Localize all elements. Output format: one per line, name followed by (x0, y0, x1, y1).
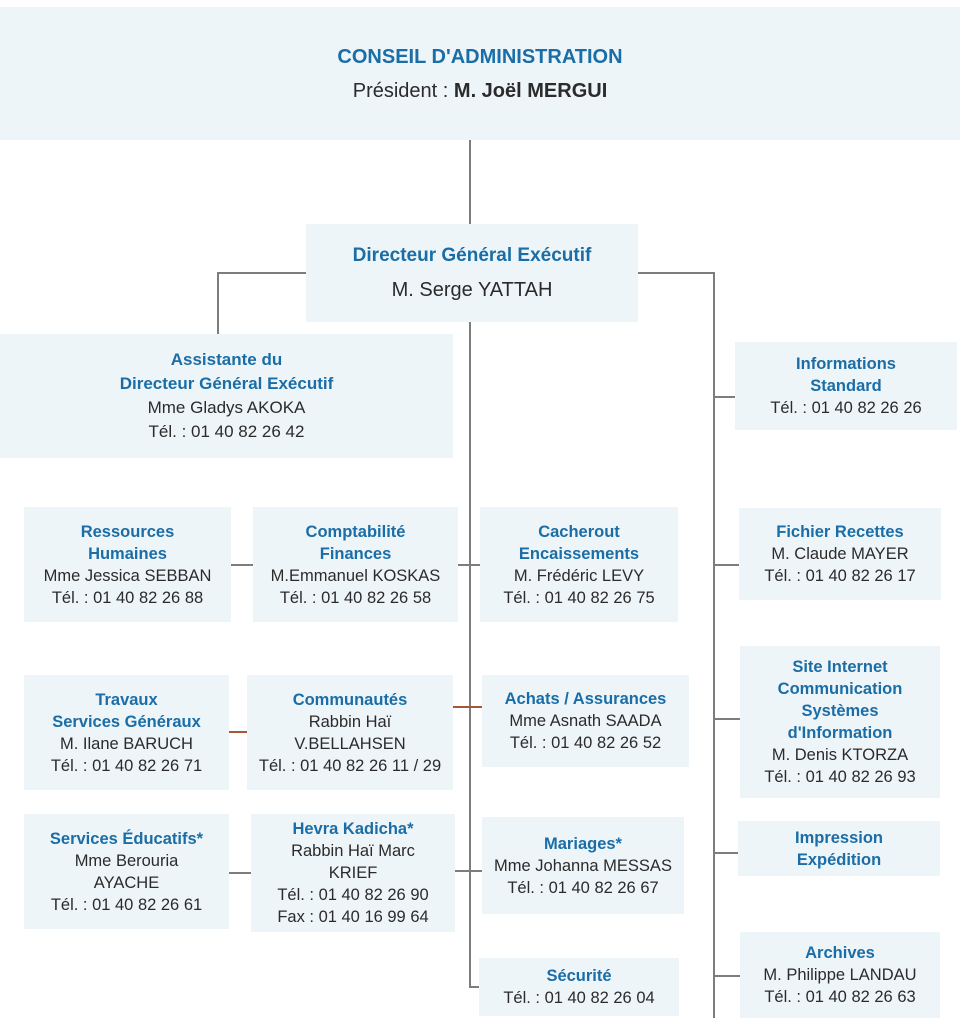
president-name: M. Joël MERGUI (453, 79, 608, 102)
securite-title-line: Sécurité (546, 967, 612, 985)
connector-rh-comptabilite (231, 564, 253, 566)
comptabilite-title-line: Comptabilité (305, 522, 406, 541)
board-president (353, 74, 608, 108)
director-box (306, 224, 638, 322)
educatifs-detail-line: AYACHE (93, 873, 160, 892)
archives-box (740, 932, 940, 1018)
site-detail-line: Tél. : 01 40 82 26 93 (764, 768, 916, 786)
archives-detail-line: M. Philippe LANDAU (763, 966, 917, 984)
communautes-detail-line: Tél. : 01 40 82 26 11 / 29 (258, 756, 442, 775)
travaux-box (24, 675, 229, 790)
rh-box (24, 507, 231, 622)
educatifs-detail-line: Tél. : 01 40 82 26 61 (50, 895, 203, 914)
communautes-detail-line: Rabbin Haï (308, 712, 392, 731)
connector-fichier (713, 564, 739, 566)
informations-title-line: Informations (796, 355, 896, 373)
rh-detail-line: Tél. : 01 40 82 26 88 (51, 588, 204, 607)
hevra-detail-line: Rabbin Haï Marc (291, 842, 415, 860)
connector-row2-center (453, 706, 482, 708)
archives-detail-line: Tél. : 01 40 82 26 63 (764, 988, 916, 1006)
hevra-box (251, 814, 455, 932)
fichier-detail-line: M. Claude MAYER (771, 545, 909, 563)
president-label: Président : (352, 79, 454, 102)
assistant-box (0, 334, 453, 458)
educatifs-box (24, 814, 229, 929)
travaux-detail-line: M. Ilane BARUCH (60, 734, 193, 753)
travaux-title-line: Services Généraux (52, 712, 201, 731)
connector-director-right (637, 272, 715, 274)
fichier-box (739, 508, 941, 600)
connector-center-trunk (469, 322, 471, 988)
director-title: Directeur Général Exécutif (352, 245, 592, 266)
site-title-line: Communication (777, 680, 903, 698)
travaux-detail-line: Tél. : 01 40 82 26 71 (50, 756, 203, 775)
educatifs-title-line: Services Éducatifs* (49, 829, 204, 848)
rh-detail-line: Mme Jessica SEBBAN (43, 566, 212, 585)
fichier-title-line: Fichier Recettes (776, 523, 904, 541)
assistant-detail-line: Tél. : 01 40 82 26 42 (148, 422, 305, 441)
impression-box (738, 821, 940, 876)
informations-detail-line: Tél. : 01 40 82 26 26 (770, 399, 922, 417)
board-box (0, 7, 960, 140)
achats-title-line: Achats / Assurances (504, 690, 667, 708)
site-title-line: d'Information (787, 724, 893, 742)
rh-title-line: Ressources (80, 522, 175, 541)
connector-director-left (217, 272, 307, 274)
fichier-detail-line: Tél. : 01 40 82 26 17 (764, 567, 916, 585)
travaux-title-line: Travaux (95, 690, 158, 709)
connector-row1-center (458, 564, 480, 566)
connector-right-trunk (713, 272, 715, 1018)
site-title-line: Systèmes (801, 702, 879, 720)
impression-title-line: Expédition (796, 850, 882, 869)
board-title: CONSEIL D'ADMINISTRATION (337, 45, 623, 68)
comptabilite-detail-line: Tél. : 01 40 82 26 58 (279, 588, 432, 607)
archives-title-line: Archives (805, 944, 875, 962)
mariages-detail-line: Tél. : 01 40 82 26 67 (507, 878, 659, 897)
connector-archives (713, 975, 740, 977)
director-name: M. Serge YATTAH (391, 279, 553, 301)
hevra-detail-line: Tél. : 01 40 82 26 90 (277, 886, 429, 904)
site-title-line: Site Internet (792, 658, 888, 676)
achats-detail-line: Tél. : 01 40 82 26 52 (509, 734, 662, 752)
assistant-title-line: Assistante du (170, 350, 283, 369)
communautes-title-line: Communautés (292, 690, 408, 709)
cacherout-title-line: Cacherout (538, 522, 620, 541)
communautes-box (247, 675, 453, 790)
impression-title-line: Impression (794, 828, 884, 847)
hevra-detail-line: KRIEF (328, 864, 378, 882)
educatifs-detail-line: Mme Berouria (74, 851, 179, 870)
assistant-title-line: Directeur Général Exécutif (119, 374, 334, 393)
assistant-detail-line: Mme Gladys AKOKA (147, 398, 306, 417)
comptabilite-box (253, 507, 458, 622)
informations-box (735, 342, 957, 430)
mariages-title-line: Mariages* (544, 834, 622, 853)
comptabilite-detail-line: M.Emmanuel KOSKAS (270, 566, 441, 585)
site-detail-line: M. Denis KTORZA (771, 746, 909, 764)
connector-site (713, 718, 740, 720)
achats-detail-line: Mme Asnath SAADA (509, 712, 662, 730)
informations-title-line: Standard (810, 377, 882, 395)
hevra-detail-line: Fax : 01 40 16 99 64 (277, 908, 429, 926)
connector-board-director (469, 140, 471, 224)
mariages-box (482, 817, 684, 914)
connector-assistant (217, 272, 219, 334)
site-box (740, 646, 940, 798)
connector-educatifs-hevra (229, 872, 251, 874)
securite-detail-line: Tél. : 01 40 82 26 04 (503, 989, 655, 1007)
connector-impression (713, 852, 738, 854)
rh-title-line: Humaines (88, 544, 167, 563)
securite-box (479, 958, 679, 1016)
cacherout-box (480, 507, 678, 622)
hevra-title-line: Hevra Kadicha* (292, 820, 414, 838)
cacherout-title-line: Encaissements (518, 544, 640, 563)
communautes-detail-line: V.BELLAHSEN (294, 734, 406, 753)
cacherout-detail-line: Tél. : 01 40 82 26 75 (503, 588, 655, 607)
connector-informations (713, 396, 735, 398)
connector-row3-center (455, 870, 482, 872)
achats-box (482, 675, 689, 767)
connector-travaux-communautes (229, 731, 247, 733)
comptabilite-title-line: Finances (319, 544, 392, 563)
connector-center-securite (469, 986, 479, 988)
mariages-detail-line: Mme Johanna MESSAS (494, 856, 672, 875)
cacherout-detail-line: M. Frédéric LEVY (513, 566, 645, 585)
